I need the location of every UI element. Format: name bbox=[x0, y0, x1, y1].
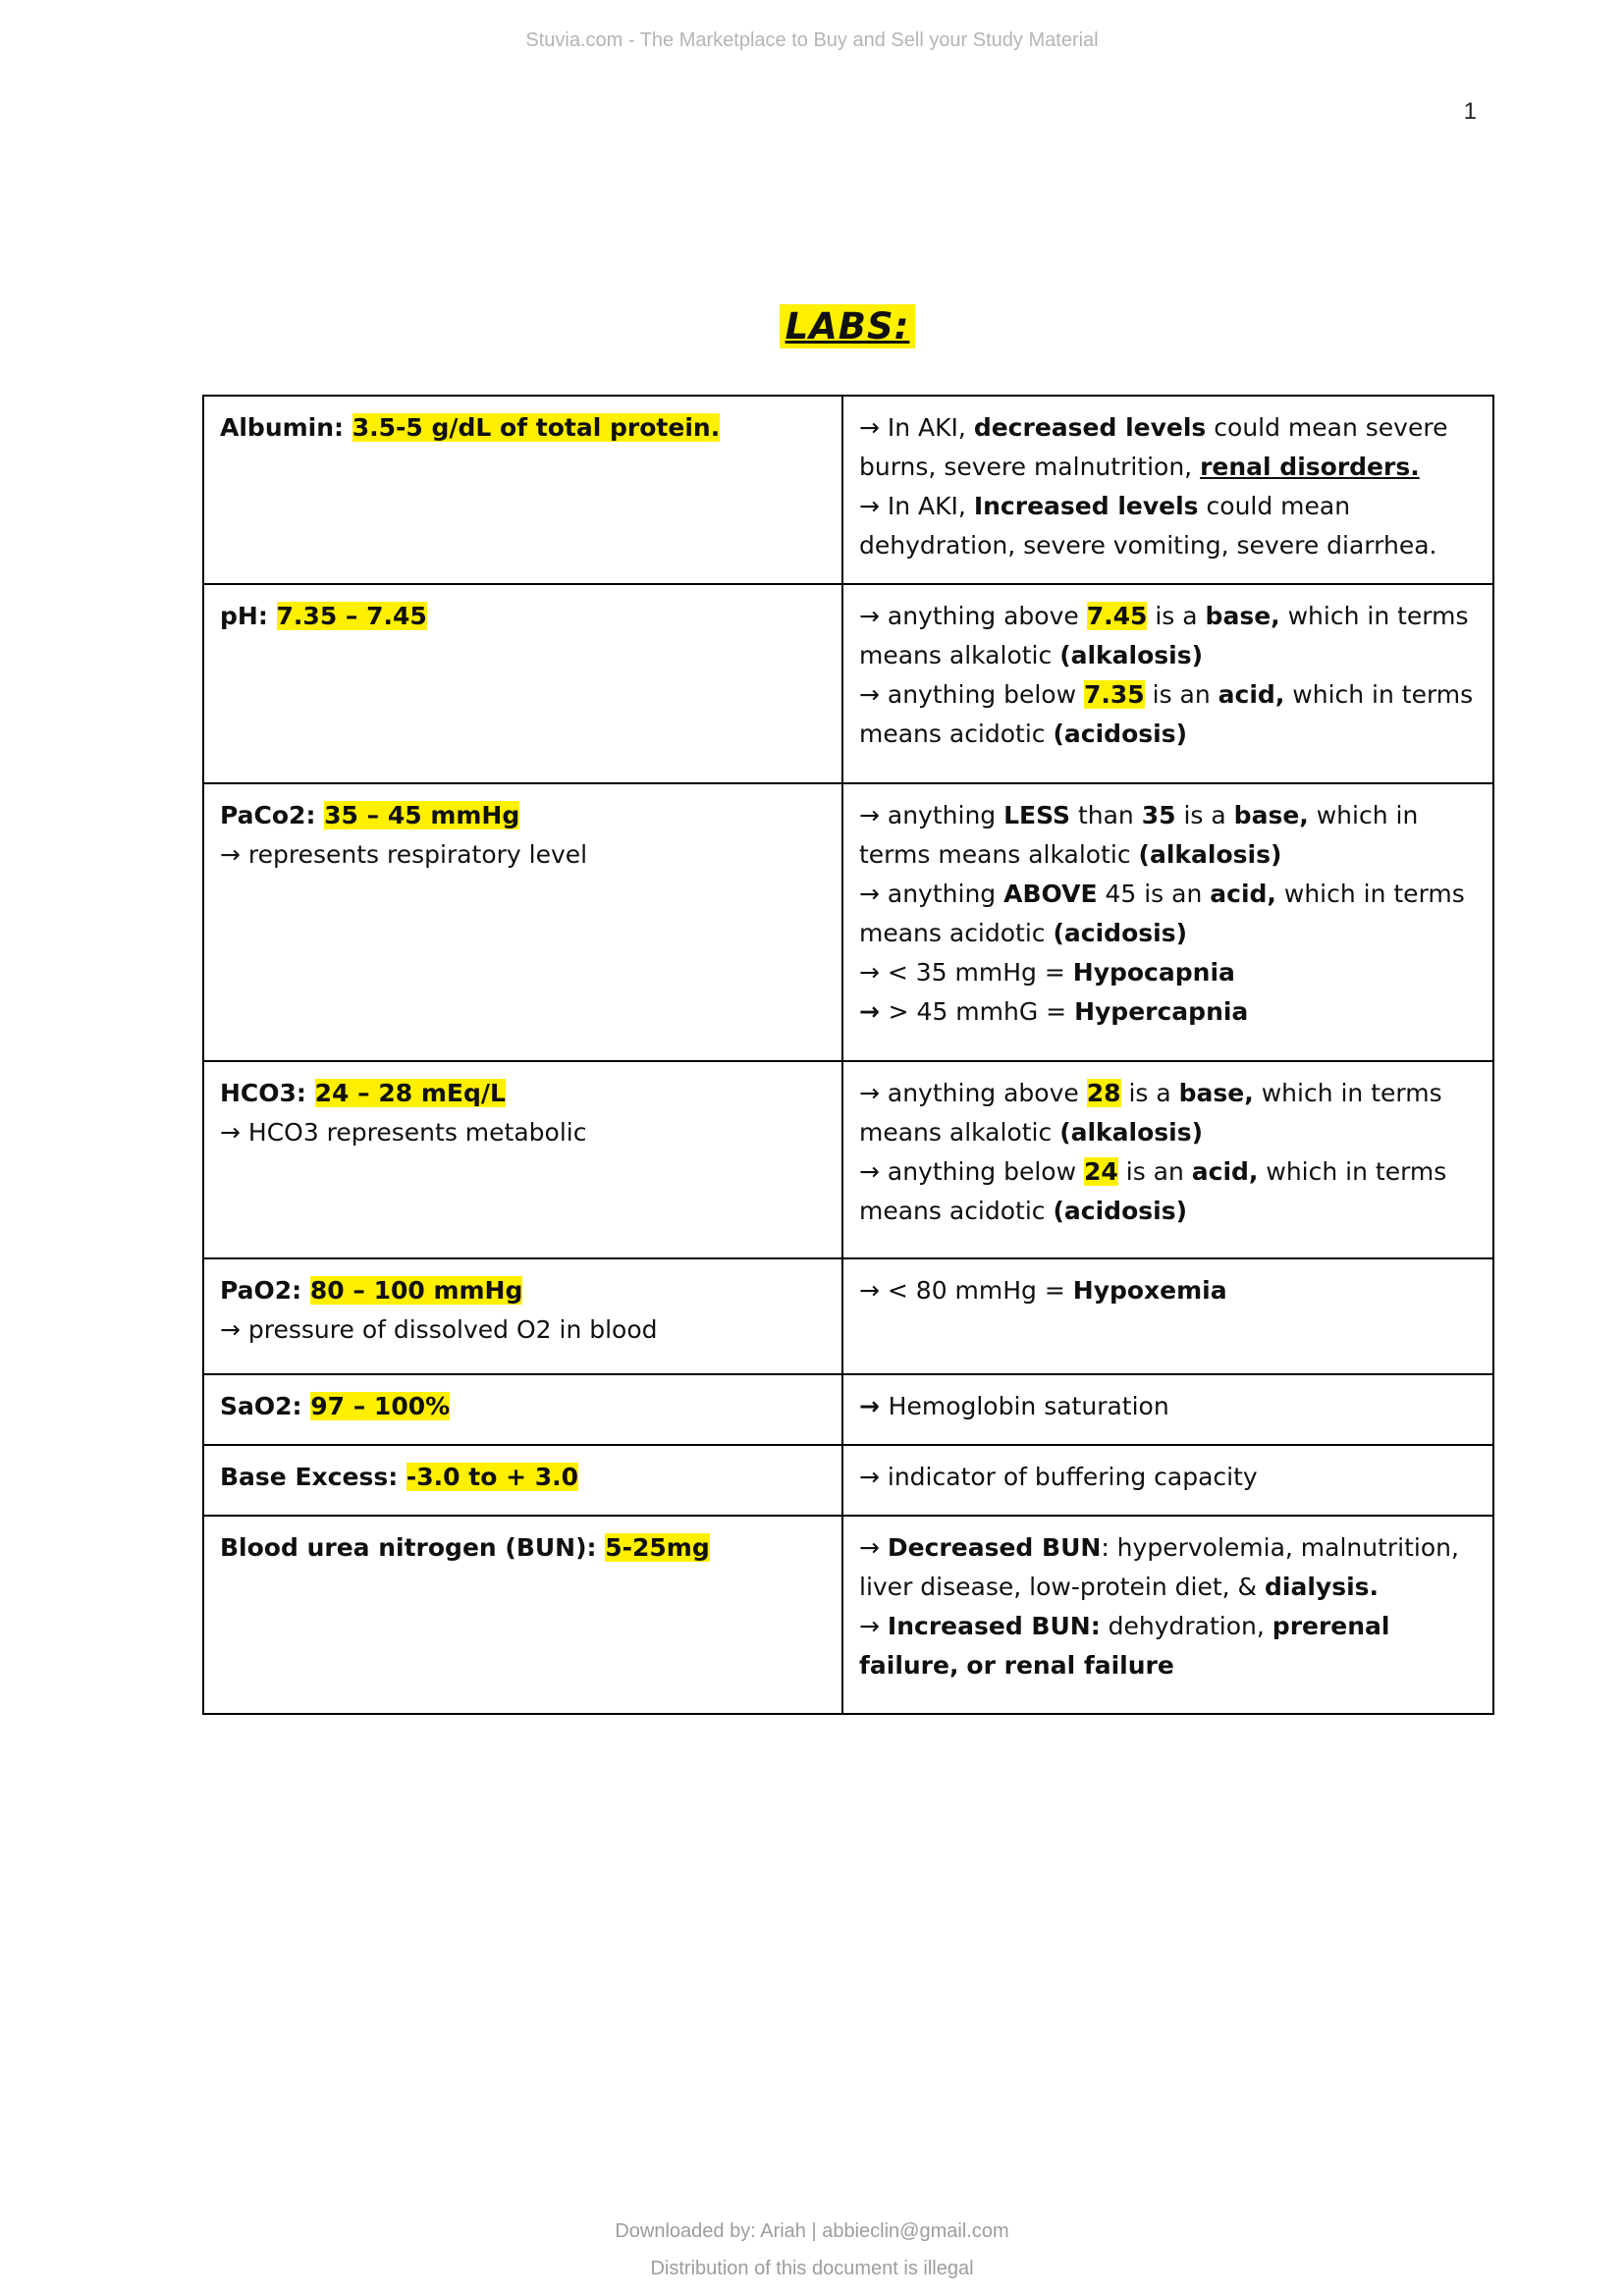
site-header-text: Stuvia.com - The Marketplace to Buy and Sell your Study Material bbox=[525, 29, 1099, 51]
lab-notes-cell: → indicator of buffering capacity bbox=[842, 1445, 1493, 1516]
lab-range-cell: SaO2: 97 – 100% bbox=[203, 1374, 842, 1445]
table-row-sao2 bbox=[203, 1374, 1493, 1445]
table-row-pao2 bbox=[203, 1258, 1493, 1374]
table-row-ph bbox=[203, 584, 1493, 783]
lab-range-cell: PaO2: 80 – 100 mmHg → pressure of dissolved O2 in blood bbox=[203, 1258, 842, 1374]
page-number: 1 bbox=[1463, 98, 1477, 125]
table-row-bun bbox=[203, 1516, 1493, 1714]
lab-notes-cell: → In AKI, decreased levels could mean severe burns, severe malnutrition, renal disorders. → In AKI, Increased levels could mean dehydration, severe vomiting, severe diarrhea. bbox=[842, 396, 1493, 584]
table-row-albumin bbox=[203, 396, 1493, 584]
lab-range-cell: Albumin: 3.5-5 g/dL of total protein. bbox=[203, 396, 842, 584]
lab-notes-cell: → Decreased BUN: hypervolemia, malnutrition, liver disease, low-protein diet, & dialysis. → Increased BUN: dehydration, prerenal failure, or renal failure bbox=[842, 1516, 1493, 1714]
labs-table bbox=[202, 395, 1494, 1715]
lab-notes-cell: → anything LESS than 35 is a base, which in terms means alkalotic (alkalosis) → anything ABOVE 45 is an acid, which in terms means acidotic (acidosis) → < 35 mmHg = Hypocapnia → > 45 mmhG = Hypercapnia bbox=[842, 783, 1493, 1061]
lab-range-cell: pH: 7.35 – 7.45 bbox=[203, 584, 842, 783]
footer-distribution-warning: Distribution of this document is illegal bbox=[650, 2258, 974, 2279]
footer-downloaded-by: Downloaded by: Ariah | abbieclin@gmail.com bbox=[615, 2220, 1009, 2242]
table-row-paco2 bbox=[203, 783, 1493, 1061]
table-row-base-excess bbox=[203, 1445, 1493, 1516]
lab-range-cell: HCO3: 24 – 28 mEq/L → HCO3 represents metabolic bbox=[203, 1061, 842, 1258]
title-container bbox=[202, 304, 1492, 348]
lab-notes-cell: → < 80 mmHg = Hypoxemia bbox=[842, 1258, 1493, 1374]
lab-notes-cell: → Hemoglobin saturation bbox=[842, 1374, 1493, 1445]
table-row-hco3 bbox=[203, 1061, 1493, 1258]
lab-notes-cell: → anything above 7.45 is a base, which in terms means alkalotic (alkalosis) → anything below 7.35 is an acid, which in terms means acidotic (acidosis) bbox=[842, 584, 1493, 783]
lab-range-cell: PaCo2: 35 – 45 mmHg → represents respiratory level bbox=[203, 783, 842, 1061]
lab-range-cell: Blood urea nitrogen (BUN): 5-25mg bbox=[203, 1516, 842, 1714]
lab-notes-cell: → anything above 28 is a base, which in terms means alkalotic (alkalosis) → anything below 24 is an acid, which in terms means acidotic (acidosis) bbox=[842, 1061, 1493, 1258]
page-title: LABS: bbox=[780, 304, 916, 348]
lab-range-cell: Base Excess: -3.0 to + 3.0 bbox=[203, 1445, 842, 1516]
